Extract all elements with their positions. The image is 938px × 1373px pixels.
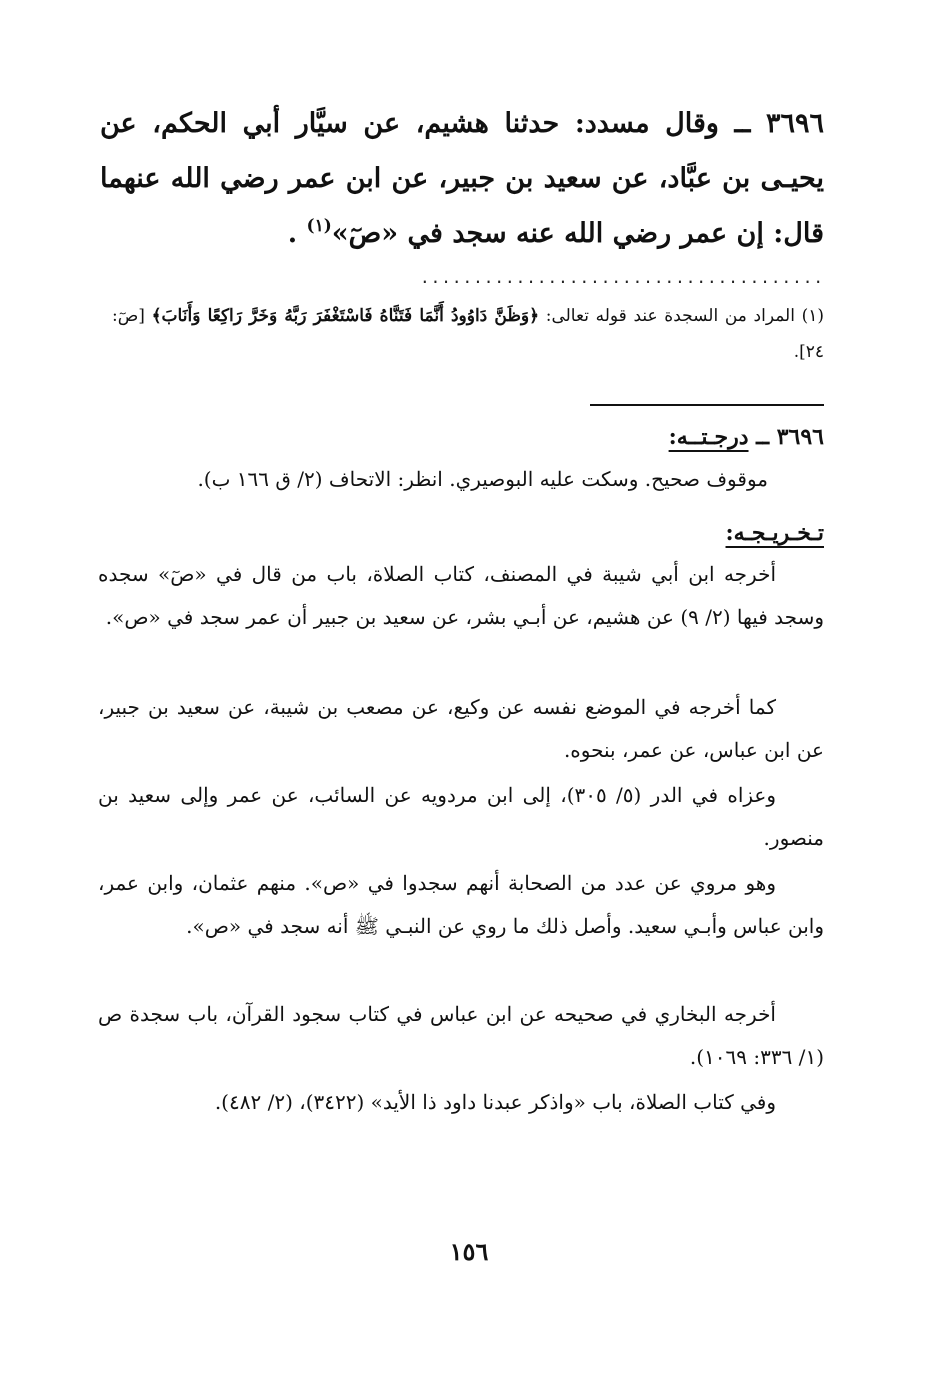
takhrij-paragraph-1: أخرجه ابن أبي شيبة في المصنف، كتاب الصلاة، باب من قال في «صٓ» سجده وسجد فيها (٢/ ٩) عن هشيم، عن أبـي بشر، عن سعيد بن جبير أن عمر سجد في «ص». xyxy=(98,562,824,629)
footnote-separator: ...................................... xyxy=(419,268,824,287)
grade-heading-dash: ــ xyxy=(748,424,777,450)
takhrij-paragraph-2: كما أخرجه في الموضع نفسه عن وكيع، عن مصعب بن شيبة، عن سعيد بن جبير، عن ابن عباس، عن عمر، بنحوه. xyxy=(98,695,824,762)
hadith-dash: ــ xyxy=(718,108,766,139)
footnote xyxy=(112,298,824,370)
grade-heading-number: ٣٦٩٦ xyxy=(776,424,824,450)
grade-heading xyxy=(669,420,824,454)
takhrij-paragraph-5: أخرجه البخاري في صحيحه عن ابن عباس في كتاب سجود القرآن، باب سجدة ص (١/ ٣٣٦: ١٠٦٩). xyxy=(98,1002,824,1069)
hadith-number: ٣٦٩٦ xyxy=(765,108,824,139)
footnote-reference-text: [صٓ: ٢٤]. xyxy=(112,306,824,362)
grade-text: موقوف صحيح. وسكت عليه البوصيري. انظر: الاتحاف (٢/ ق ١٦٦ ب). xyxy=(197,467,768,491)
hadith-body: وقال مسدد: حدثنا هشيم، عن سيَّار أبي الحكم، عن يحيـى بن عبَّاد، عن سعيد بن جبير، عن ابن عمر رضي الله عنهما قال: إن عمر رضي الله عنه سجد في «صٓ» xyxy=(100,108,824,249)
footnote-quran-verse: ﴿وَظَنَّ دَاوُودُ أَنَّمَا فَتَنَّاهُ فَاسْتَغْفَرَ رَبَّهُ وَخَرَّ رَاكِعًا وَأَنَابَ﴾ xyxy=(151,306,540,326)
takhrij-paragraph-6: وفي كتاب الصلاة، باب «واذكر عبدنا داود ذا الأيد» (٣٤٢٢)، (٢/ ٤٨٢). xyxy=(214,1090,776,1114)
page-number: ١٥٦ xyxy=(449,1237,489,1266)
footnote-reference: (١) xyxy=(306,216,332,236)
takhrij-heading xyxy=(726,516,824,550)
section-divider xyxy=(590,404,824,406)
grade-heading-label: درجـتــه: xyxy=(668,424,749,450)
footnote-text: المراد من السجدة عند قوله تعالى: xyxy=(545,306,795,326)
footnote-marker: (١) xyxy=(801,306,825,326)
hadith-text xyxy=(100,96,824,261)
takhrij-paragraph-3: وعزاه في الدر (٥/ ٣٠٥)، إلى ابن مردويه عن السائب، عن عمر وإلى سعيد بن منصور. xyxy=(98,783,824,850)
hadith-end: . xyxy=(287,218,307,249)
takhrij-heading-label: تـخـريـجـه: xyxy=(725,520,824,546)
takhrij-paragraph-4: وهو مروي عن عدد من الصحابة أنهم سجدوا في «ص». منهم عثمان، وابن عمر، وابن عباس وأبـي سعيد. وأصل ذلك ما روي عن النبـي ﷺ أنه سجد في «ص». xyxy=(98,871,824,938)
